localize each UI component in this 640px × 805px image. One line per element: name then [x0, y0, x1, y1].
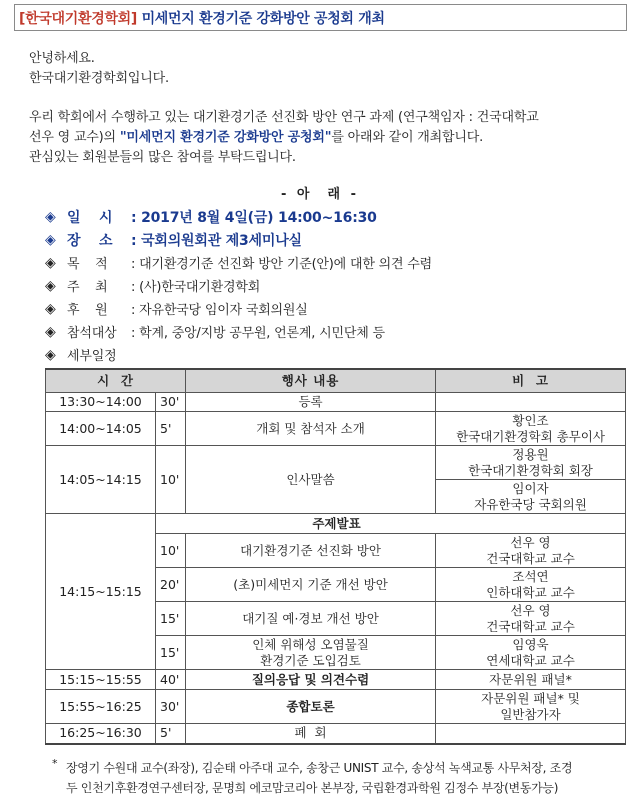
intro-line [29, 128, 629, 148]
notice-title [14, 4, 627, 31]
diamond-icon: ◈ [45, 208, 56, 225]
event-cell: 인사말씀 [186, 446, 436, 514]
event-cell: 종합토론 [186, 690, 436, 724]
info-row-date [45, 205, 625, 228]
duration-cell: 30' [156, 690, 186, 724]
note-cell [436, 690, 626, 724]
table-row [46, 670, 626, 690]
info-label: 일 시 [67, 209, 113, 226]
note-cell [436, 636, 626, 670]
time-cell: 15:55~16:25 [46, 690, 156, 724]
note-cell [436, 480, 626, 514]
footnote-line: 장영기 수원대 교수(좌장), 김순태 아주대 교수, 송창근 UNIST 교수, 송상석 녹색교통 사무처장, 조경 [66, 761, 573, 775]
greeting-line: 안녕하세요. [29, 51, 95, 66]
note-cell [436, 568, 626, 602]
duration-cell: 30' [156, 393, 186, 412]
time-cell: 14:15~15:15 [46, 514, 156, 670]
intro-line: 우리 학회에서 수행하고 있는 대기환경기준 선진화 방안 연구 과제 (연구책임자 : 건국대학교 [29, 110, 539, 125]
diamond-icon: ◈ [45, 254, 56, 271]
duration-cell: 20' [156, 568, 186, 602]
event-cell: (초)미세먼지 기준 개선 방안 [186, 568, 436, 602]
note-cell [436, 393, 626, 412]
topic-heading: 주제발표 [156, 514, 626, 534]
event-cell: 등록 [186, 393, 436, 412]
info-value: : 학계, 중앙/지방 공무원, 언론계, 시민단체 등 [131, 326, 385, 341]
header-note: 비 고 [436, 369, 626, 393]
duration-cell: 10' [156, 446, 186, 514]
title-bracket: [한국대기환경학회] [19, 10, 137, 27]
info-row-place [45, 228, 625, 251]
duration-cell: 40' [156, 670, 186, 690]
note-line: 일반참가자 [500, 706, 561, 722]
info-label: 장 소 [67, 232, 113, 249]
event-cell: 대기질 예·경보 개선 방안 [186, 602, 436, 636]
schedule-table [45, 368, 626, 745]
info-label: 주 최 [67, 280, 108, 295]
footnote-star: * [52, 757, 58, 770]
note-affiliation: 연세대학교 교수 [486, 652, 575, 668]
event-cell: 폐 회 [186, 724, 436, 744]
event-line: 환경기준 도입검토 [260, 652, 361, 668]
note-cell [436, 412, 626, 446]
greeting-block [29, 49, 629, 89]
note-cell [436, 724, 626, 744]
time-cell: 16:25~16:30 [46, 724, 156, 744]
intro-text: 를 아래와 같이 개최합니다. [331, 130, 483, 145]
event-cell: 개회 및 참석자 소개 [186, 412, 436, 446]
table-row [46, 514, 626, 534]
note-affiliation: 건국대학교 교수 [486, 550, 575, 566]
section-title: - 아 래 - [280, 187, 359, 202]
info-label: 후 원 [67, 303, 108, 318]
info-row-audience [45, 320, 625, 343]
event-line: 인체 위해성 오염물질 [252, 636, 369, 652]
note-affiliation: 한국대기환경학회 회장 [468, 462, 593, 478]
note-name: 조석연 [512, 568, 549, 584]
event-name-emphasis: "미세먼지 환경기준 강화방안 공청회" [119, 130, 332, 145]
intro-text: 선우 영 교수)의 [29, 130, 120, 145]
table-row [46, 690, 626, 724]
time-cell: 13:30~14:00 [46, 393, 156, 412]
diamond-icon: ◈ [45, 323, 56, 340]
intro-line: 관심있는 회원분들의 많은 참여를 부탁드립니다. [29, 150, 296, 165]
info-value: : 자유한국당 임이자 국회의원실 [131, 303, 308, 318]
note-cell [436, 602, 626, 636]
time-cell: 15:15~15:55 [46, 670, 156, 690]
event-cell: 대기환경기준 선진화 방안 [186, 534, 436, 568]
note-affiliation: 인하대학교 교수 [486, 584, 575, 600]
table-header-row [46, 369, 626, 393]
note-name: 임영욱 [512, 636, 549, 652]
diamond-icon: ◈ [45, 231, 56, 248]
header-event: 행사 내용 [186, 369, 436, 393]
info-row-host [45, 274, 625, 297]
event-cell: 질의응답 및 의견수렴 [186, 670, 436, 690]
note-name: 황인조 [512, 412, 549, 428]
info-value: : 국회의원회관 제3세미나실 [131, 232, 302, 249]
note-cell [436, 446, 626, 480]
info-value: : (사)한국대기환경학회 [131, 280, 261, 295]
note-cell [436, 534, 626, 568]
greeting-line: 한국대기환경학회입니다. [29, 71, 169, 86]
diamond-icon: ◈ [45, 300, 56, 317]
info-row-purpose [45, 251, 625, 274]
note-affiliation: 한국대기환경학회 총무이사 [456, 428, 605, 444]
info-value: : 2017년 8월 4일(금) 14:00~16:30 [131, 209, 377, 226]
title-text: 미세먼지 환경기준 강화방안 공청회 개최 [141, 10, 385, 27]
note-affiliation: 자유한국당 국회의원 [474, 496, 587, 512]
info-value: : 대기환경기준 선진화 방안 기준(안)에 대한 의견 수렴 [131, 257, 432, 272]
info-row-sponsor [45, 297, 625, 320]
time-cell: 14:05~14:15 [46, 446, 156, 514]
note-affiliation: 건국대학교 교수 [486, 618, 575, 634]
diamond-icon: ◈ [45, 346, 56, 363]
note-name: 정용원 [512, 446, 549, 462]
duration-cell: 5' [156, 412, 186, 446]
table-row [46, 412, 626, 446]
duration-cell: 5' [156, 724, 186, 744]
footnote [52, 758, 632, 798]
note-name: 임이자 [512, 480, 549, 496]
intro-block [29, 108, 629, 168]
table-row [46, 393, 626, 412]
info-row-schedule [45, 343, 625, 366]
duration-cell: 15' [156, 602, 186, 636]
diamond-icon: ◈ [45, 277, 56, 294]
duration-cell: 10' [156, 534, 186, 568]
info-label: 세부일정 [67, 349, 117, 364]
note-cell: 자문위원 패널* [436, 670, 626, 690]
note-name: 선우 영 [510, 534, 551, 550]
footnote-line: 두 인천기후환경연구센터장, 문명희 에코맘코리아 본부장, 국립환경과학원 김정수 부장(변동가능) [66, 781, 559, 795]
time-cell: 14:00~14:05 [46, 412, 156, 446]
info-list [45, 205, 625, 366]
duration-cell: 15' [156, 636, 186, 670]
note-name: 선우 영 [510, 602, 551, 618]
table-row [46, 724, 626, 744]
note-line: 자문위원 패널* 및 [481, 690, 580, 706]
info-label: 참석대상 [67, 326, 117, 341]
event-cell [186, 636, 436, 670]
header-time: 시 간 [46, 369, 186, 393]
info-label: 목 적 [67, 257, 108, 272]
table-row [46, 446, 626, 480]
